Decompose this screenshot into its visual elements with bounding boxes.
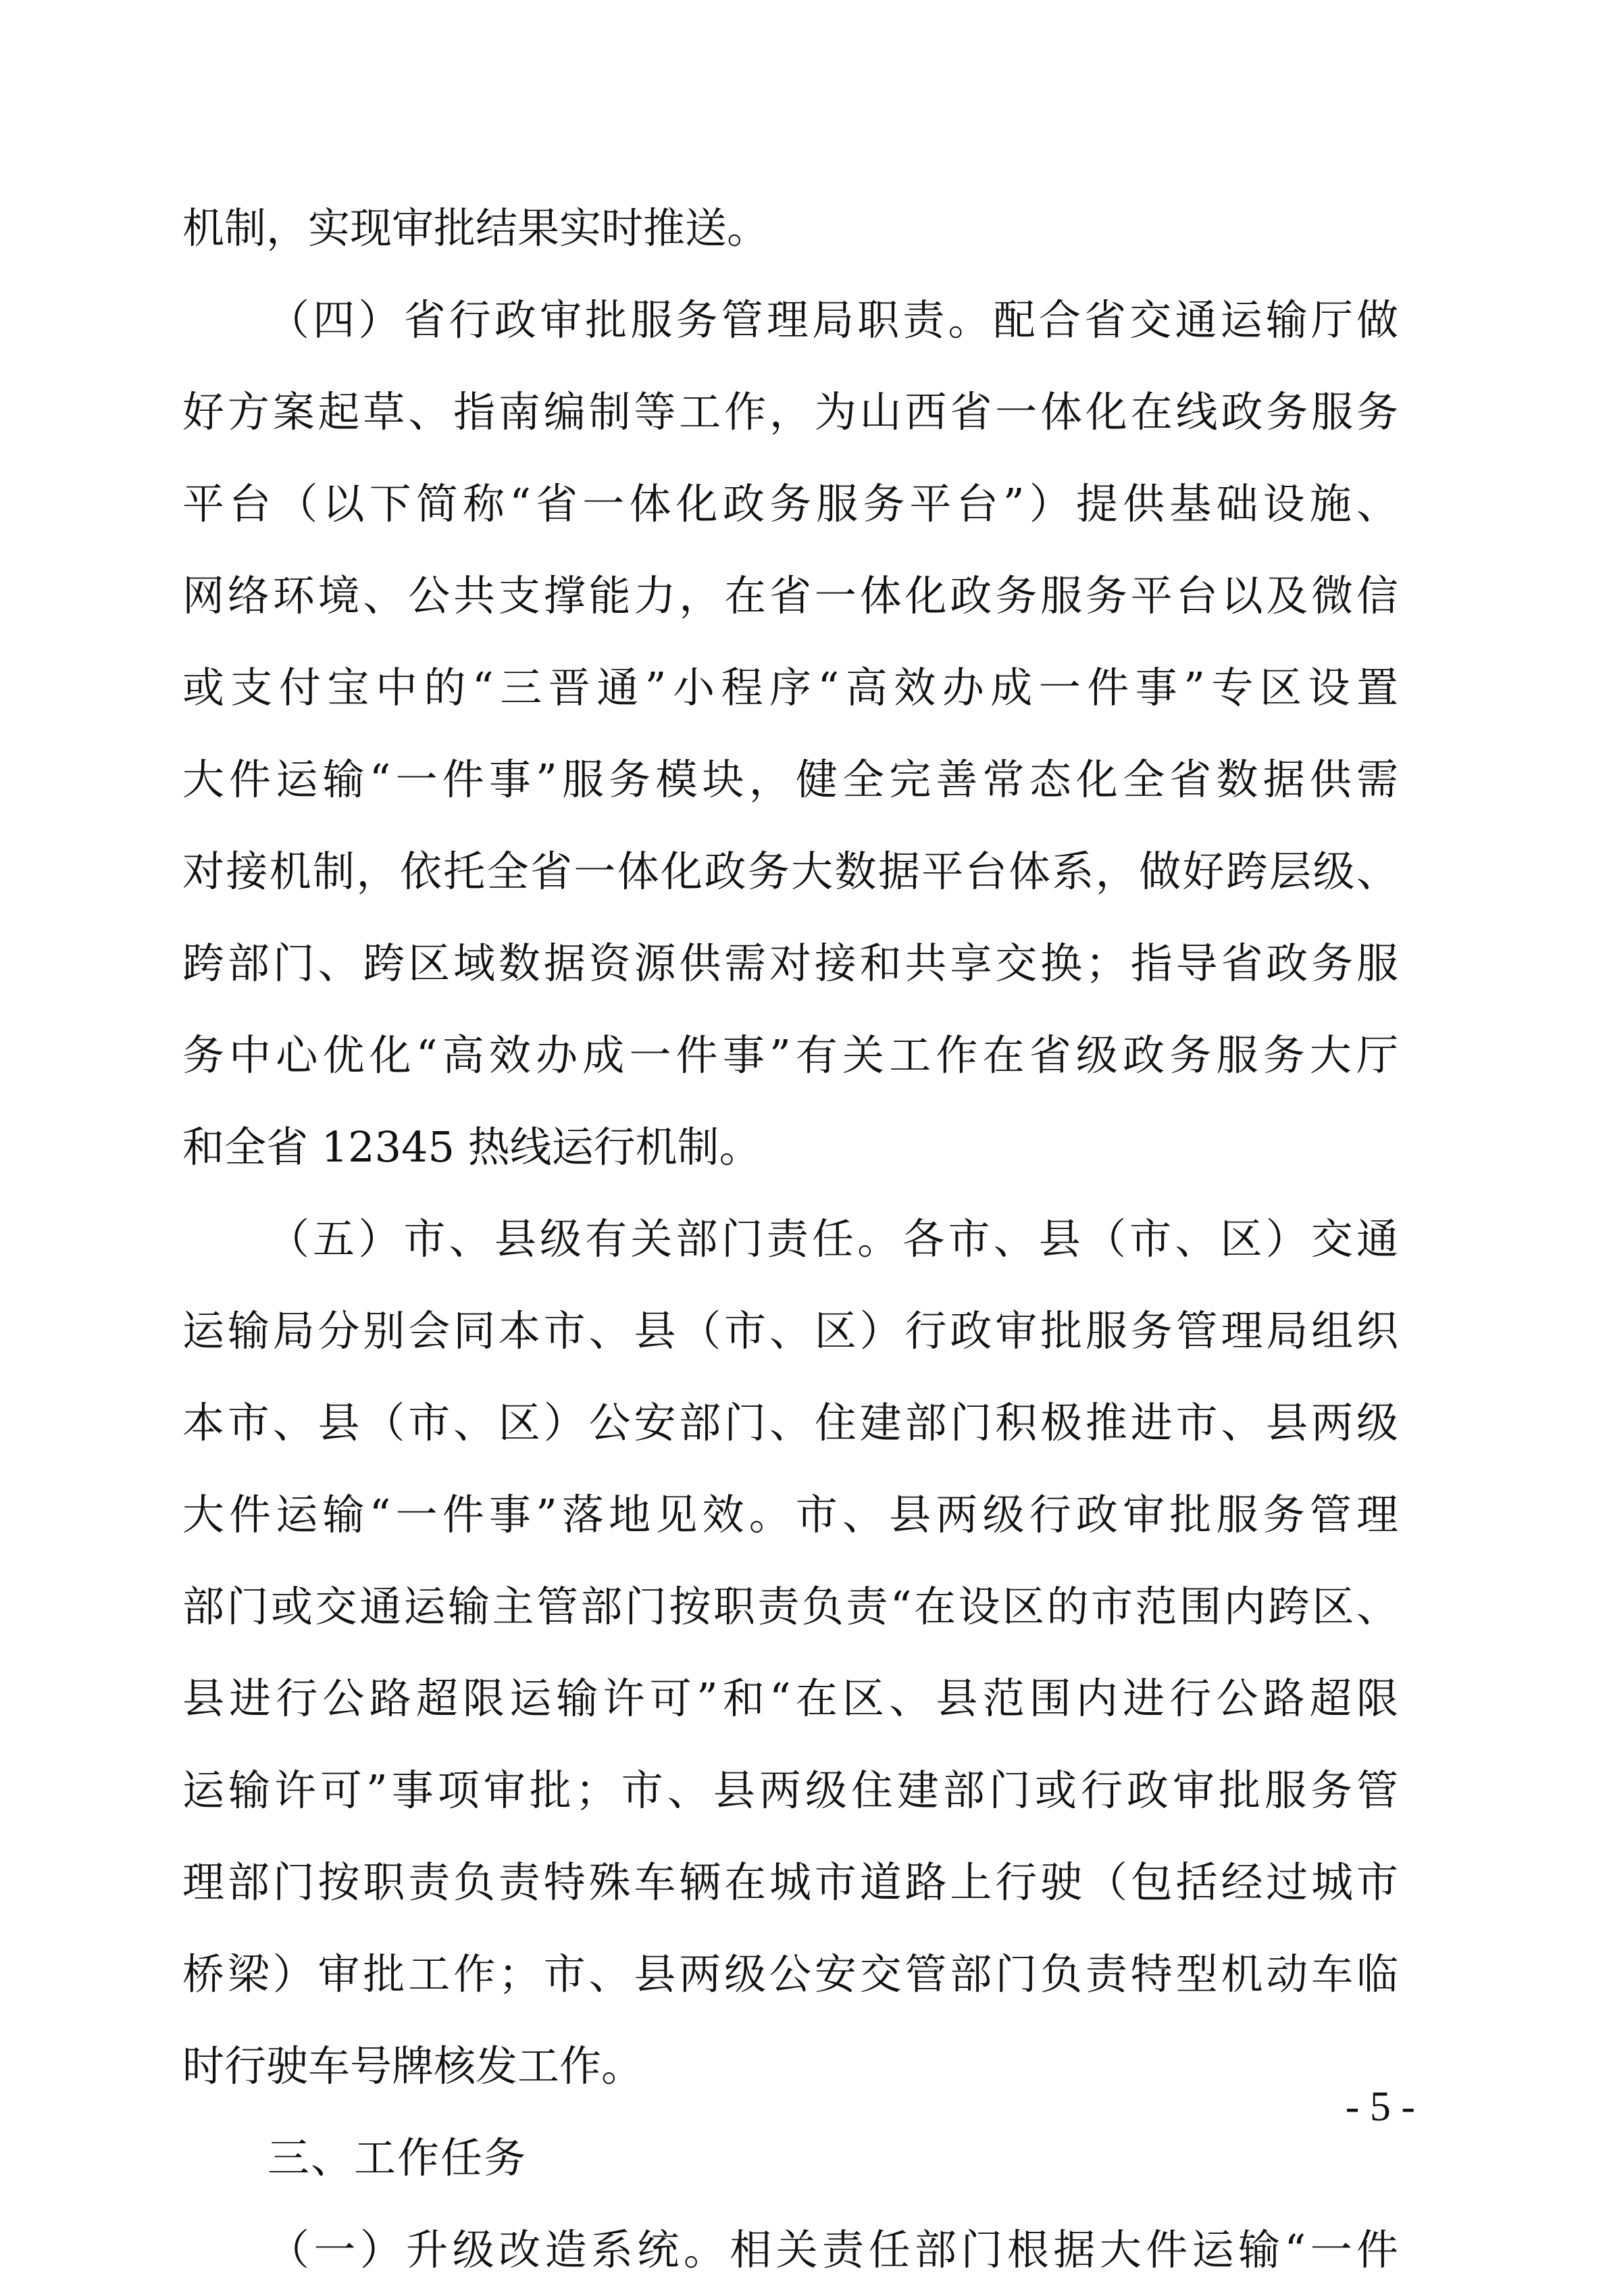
text-line: 大件运输“一件事”落地见效。市、县两级行政审批服务管理 [182,1490,1398,1539]
text-line: 务中心优化“高效办成一件事”有关工作在省级政务服务大厅 [182,1030,1398,1080]
text-line: 运输许可”事项审批；市、县两级住建部门或行政审批服务管 [182,1766,1398,1815]
section-heading: 三、工作任务 [267,2133,528,2182]
text-line: 本市、县（市、区）公安部门、住建部门积极推进市、县两级 [182,1398,1398,1447]
text-line: 县进行公路超限运输许可”和“在区、县范围内进行公路超限 [182,1674,1398,1723]
text-line: 机制，实现审批结果实时推送。 [182,203,769,253]
text-line: 平台（以下简称“省一体化政务服务平台”）提供基础设施、 [182,479,1398,528]
text-line: 对接机制，依托全省一体化政务大数据平台体系，做好跨层级、 [182,847,1398,896]
text-line: 网络环境、公共支撑能力，在省一体化政务服务平台以及微信 [182,571,1398,620]
document-body [182,182,1398,2296]
text-line: 和全省 12345 热线运行机制。 [182,1122,761,1172]
text-line: 跨部门、跨区域数据资源供需对接和共享交换；指导省政务服 [182,939,1398,988]
text-line: 理部门按职责负责特殊车辆在城市道路上行驶（包括经过城市 [182,1857,1398,1907]
text-line: 桥梁）审批工作；市、县两级公安交管部门负责特型机动车临 [182,1949,1398,1999]
text-line: 或支付宝中的“三晋通”小程序“高效办成一件事”专区设置 [182,663,1398,712]
text-line: 部门或交通运输主管部门按职责负责“在设区的市范围内跨区、 [182,1582,1398,1631]
text-line: 好方案起草、指南编制等工作，为山西省一体化在线政务服务 [182,387,1398,436]
text-line: 运输局分别会同本市、县（市、区）行政审批服务管理局组织 [182,1306,1398,1355]
text-line: （四）省行政审批服务管理局职责。配合省交通运输厅做 [267,295,1398,345]
text-line: （一）升级改造系统。相关责任部门根据大件运输“一件 [267,2225,1398,2274]
text-line: （五）市、县级有关部门责任。各市、县（市、区）交通 [267,1214,1398,1264]
text-line: 大件运输“一件事”服务模块，健全完善常态化全省数据供需 [182,755,1398,804]
page-number: - 5 - [1345,2084,1415,2130]
text-line: 时行驶车号牌核发工作。 [182,2041,644,2091]
